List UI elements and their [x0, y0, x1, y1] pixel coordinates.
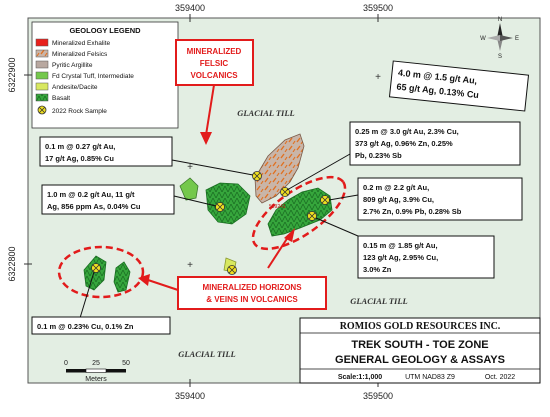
- legend-label: Mineralized Felsics: [52, 51, 108, 58]
- assay-box-mid-left: [42, 185, 174, 214]
- compass-w: W: [480, 36, 486, 42]
- assay-box-mid-right: [358, 178, 522, 220]
- scale-bar-unit: Meters: [85, 376, 107, 383]
- rock-sample-marker[interactable]: [216, 203, 225, 212]
- legend-swatch-basalt: [36, 94, 48, 101]
- assay-text: 1.0 m @ 0.2 g/t Au, 11 g/t: [47, 190, 135, 199]
- map-date: Oct. 2022: [484, 374, 516, 381]
- callout-box: [178, 277, 326, 309]
- scale-bar-tick: 50: [122, 360, 130, 367]
- assay-text: 0.1 m @ 0.27 g/t Au,: [45, 142, 116, 151]
- scale-bar-tick: 0: [64, 360, 68, 367]
- scale-bar-segment: [106, 369, 126, 373]
- title-block: [300, 318, 540, 383]
- easting-bottom-2: 359500: [362, 391, 394, 401]
- legend-label: Andesite/Dacite: [52, 84, 98, 91]
- assay-text: 123 g/t Ag, 2.95% Cu,: [363, 253, 439, 262]
- legend-swatch-tuff: [36, 72, 48, 79]
- legend-label: Mineralized Exhalite: [52, 40, 111, 47]
- assay-text: 373 g/t Ag, 0.96% Zn, 0.25%: [355, 139, 453, 148]
- assay-text: 17 g/t Ag, 0.85% Cu: [45, 154, 114, 163]
- assay-text: 0.25 m @ 3.0 g/t Au, 2.3% Cu,: [355, 127, 459, 136]
- callout-felsic-volcanics: [176, 40, 253, 85]
- sample-id-label: 509241: [269, 204, 286, 210]
- scale-bar-segment: [66, 369, 86, 373]
- legend-label: Basalt: [52, 95, 71, 102]
- compass-s: S: [497, 54, 503, 60]
- assay-text: Pb, 0.23% Sb: [355, 151, 402, 160]
- legend-label: Pyritic Argillite: [52, 62, 93, 69]
- easting-top-1: 359400: [174, 3, 206, 13]
- easting-bottom-1: 359400: [174, 391, 206, 401]
- map-title-line-2: GENERAL GEOLOGY & ASSAYS: [335, 354, 505, 366]
- grid-cross: +: [375, 72, 381, 83]
- assay-box-bottom-left: [32, 317, 170, 334]
- compass-e: E: [514, 36, 520, 42]
- northing-left-2: 6322800: [7, 246, 17, 282]
- rock-sample-marker[interactable]: [92, 264, 101, 273]
- grid-cross: +: [187, 162, 193, 173]
- assay-text: 4.0 m @ 1.5 g/t Au,: [397, 67, 478, 86]
- compass-n: N: [497, 17, 503, 23]
- easting-top-2: 359500: [362, 3, 394, 13]
- geology-legend: [32, 22, 178, 128]
- map-title-line-1: TREK SOUTH - TOE ZONE: [351, 339, 489, 351]
- northing-left-1: 6322900: [7, 57, 17, 93]
- legend-swatch-argillite: [36, 61, 48, 68]
- assay-text: 0.2 m @ 2.2 g/t Au,: [363, 183, 430, 192]
- callout-text: MINERALIZED HORIZONS: [202, 283, 302, 292]
- assay-box-upper-center: [350, 122, 520, 165]
- legend-label: 2022 Rock Sample: [52, 108, 107, 115]
- legend-swatch-felsics: [36, 50, 48, 57]
- callout-mineralized-horizons: [178, 277, 326, 309]
- legend-swatch-sample: [38, 106, 46, 114]
- legend-title: GEOLOGY LEGEND: [69, 26, 141, 35]
- assay-box-lower-right: [358, 236, 494, 278]
- callout-text: VOLCANICS: [190, 71, 238, 80]
- glacial-till-label: GLACIAL TILL: [178, 349, 236, 359]
- legend-swatch-andesite: [36, 83, 48, 90]
- assay-text: 0.1 m @ 0.23% Cu, 0.1% Zn: [37, 322, 134, 331]
- assay-text: 3.0% Zn: [363, 265, 392, 274]
- assay-text: 2.7% Zn, 0.9% Pb, 0.28% Sb: [363, 207, 462, 216]
- assay-text: 0.15 m @ 1.85 g/t Au,: [363, 241, 438, 250]
- scale-bar-segment: [86, 369, 106, 373]
- callout-text: MINERALIZED: [186, 47, 242, 56]
- callout-text: FELSIC: [199, 59, 229, 68]
- rock-sample-marker[interactable]: [253, 172, 262, 181]
- grid-cross: +: [187, 260, 193, 271]
- legend-swatch-exhalite: [36, 39, 48, 46]
- rock-sample-marker[interactable]: [228, 266, 237, 275]
- rock-sample-marker[interactable]: [308, 212, 317, 221]
- assay-text: 65 g/t Ag, 0.13% Cu: [396, 81, 480, 101]
- rock-sample-marker[interactable]: [321, 196, 330, 205]
- assay-text: 809 g/t Ag, 3.9% Cu,: [363, 195, 434, 204]
- assay-box-upper-left: [40, 137, 172, 166]
- assay-text: Ag, 856 ppm As, 0.04% Cu: [47, 202, 141, 211]
- glacial-till-label: GLACIAL TILL: [350, 296, 408, 306]
- glacial-till-label: GLACIAL TILL: [237, 108, 295, 118]
- legend-label: Fd Crystal Tuff, Intermediate: [52, 73, 134, 80]
- map-projection: UTM NAD83 Z9: [405, 374, 455, 381]
- map-scale: Scale:1:1,000: [337, 374, 383, 381]
- scale-bar-tick: 25: [92, 360, 100, 367]
- callout-text: & VEINS IN VOLCANICS: [206, 295, 298, 304]
- company-name: ROMIOS GOLD RESOURCES INC.: [339, 321, 501, 332]
